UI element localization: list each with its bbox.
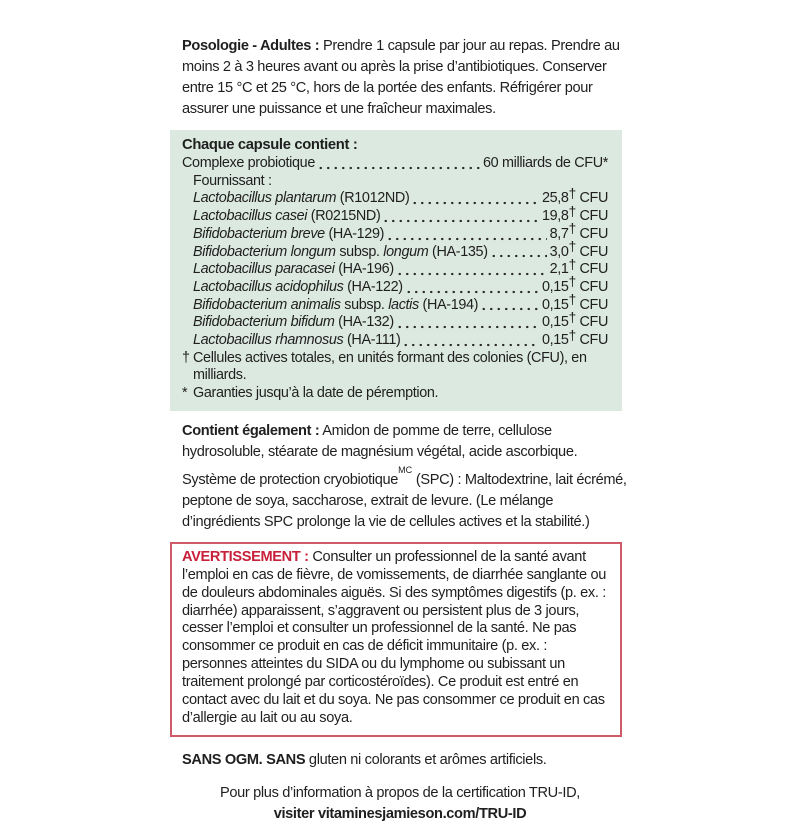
dagger-footnote-marker: † [182,349,190,366]
strain-name: Lactobacillus casei (R0215ND) [193,208,381,225]
strain-row [182,221,608,244]
strain-name: Bifidobacterium longum subsp. longum (HA-135) [193,243,488,260]
strain-value: 25,8† CFU [541,185,608,207]
strain-row [182,309,608,332]
strain-name: Bifidobacterium bifidum (HA-132) [193,314,394,331]
strain-value: 3,0† CFU [549,239,608,260]
fournissant-label: Fournissant : [193,172,272,189]
strain-value: 0,15† CFU [541,292,608,313]
strain-value: 0,15† CFU [541,274,608,295]
tru-id-url: visiter vitaminesjamieson.com/TRU-ID [273,805,527,822]
dot-leader [411,190,539,208]
posologie-label: Posologie - Adultes : [182,38,320,54]
contient-text: Amidon de pomme de terre, cellulose hydrosoluble, stéarate de magnésium végétal, acide ascorbique. [182,422,578,460]
sans-ogm-text: gluten ni colorants et arômes artificiels. [305,751,547,768]
strain-name: Bifidobacterium breve (HA-129) [193,225,385,242]
strain-name: Lactobacillus paracasei (HA-196) [193,261,394,278]
strain-row [182,327,608,350]
tru-id-footer [170,783,630,825]
label-column [170,36,630,825]
contient-label: Contient également : [182,422,320,439]
dot-leader [405,279,539,297]
spc-paragraph [170,465,630,533]
dot-leader [402,332,539,350]
contient-paragraph [170,421,630,463]
strain-name: Bifidobacterium animalis subsp. lactis (HA-194) [193,296,479,313]
sans-ogm-line [170,750,630,771]
tru-id-info-line: Pour plus d’information à propos de la certification TRU-ID, [220,784,580,801]
warning-box [170,542,622,737]
strain-row [182,203,608,226]
sans-ogm-bold: SANS OGM. SANS [182,751,306,768]
strain-value: 0,15† CFU [541,309,608,331]
strain-rows [182,185,608,349]
spc-prefix: Système de protection cryobiotique [182,471,399,488]
warning-text: Consulter un professionnel de la santé avant l’emploi en cas de fièvre, de vomissements, de diarrhée sanglante ou de douleurs abdominales aiguës. Si des symptômes digestifs (p. ex. : diarrhée) apparaissent, s’aggravent ou persistent plus de 3 jours, cesser l’emploi et consulter un professionnel de la santé. Ne pas consommer ce produit en cas de déficit immunitaire (p. ex. : personnes atteintes du SIDA ou du lymphome ou subissant un traitement prolongé par corticostéroïdes). Ce produit est entré en contact avec du lait et du soya. Ne pas consommer ce produit en cas d’allergie au lait ou au soya. [182,548,606,726]
strain-row [182,292,608,315]
strain-name: Lactobacillus acidophilus (HA-122) [193,278,403,295]
strain-name: Lactobacillus plantarum (R1012ND) [193,190,410,207]
warning-label: AVERTISSEMENT : [182,548,309,565]
asterisk-footnote [182,385,608,403]
dot-leader [382,208,539,226]
strain-value: 2,1† CFU [549,256,608,278]
strain-value: 0,15† CFU [541,327,608,349]
posologie-paragraph [170,36,630,120]
strain-row [182,239,608,262]
probiotic-complex-row [182,155,608,173]
asterisk-footnote-text: Garanties jusqu’à la date de péremption. [193,385,439,402]
dagger-footnote-text: Cellules actives totales, en unités formant des colonies (CFU), en milliards. [193,349,587,384]
dot-leader [396,314,539,332]
dot-leader [317,155,480,173]
complex-label: Complexe probiotique [182,155,315,171]
strain-row [182,256,608,279]
strain-name: Lactobacillus rhamnosus (HA-111) [193,332,401,349]
capsule-contents-panel [170,130,622,411]
strain-value: 19,8† CFU [541,203,608,225]
strain-row [182,274,608,297]
complex-value: 60 milliards de CFU* [483,155,608,171]
dot-leader [490,244,547,262]
trademark-superscript: MC [398,465,413,476]
posologie-text: Prendre 1 capsule par jour au repas. Prendre au moins 2 à 3 heures avant ou après la prise d’antibiotiques. Conserver entre 15 °C et 25 °C, hors de la portée des enfants. Réfrigérer pour assurer une puissance et une fraîcheur maximales. [182,38,620,117]
dagger-footnote [182,350,608,385]
strain-row [182,185,608,208]
dot-leader [480,297,539,315]
dot-leader [386,226,547,244]
asterisk-footnote-marker: * [182,385,188,402]
strain-value: 8,7† CFU [549,221,608,242]
spc-text: (SPC) : Maltodextrine, lait écrémé, peptone de soya, saccharose, extrait de levure. (Le mélange d’ingrédients SPC prolonge la vie de cellules actives et la stabilité.) [182,471,627,530]
dot-leader [396,261,547,279]
panel-title: Chaque capsule contient : [182,137,358,153]
